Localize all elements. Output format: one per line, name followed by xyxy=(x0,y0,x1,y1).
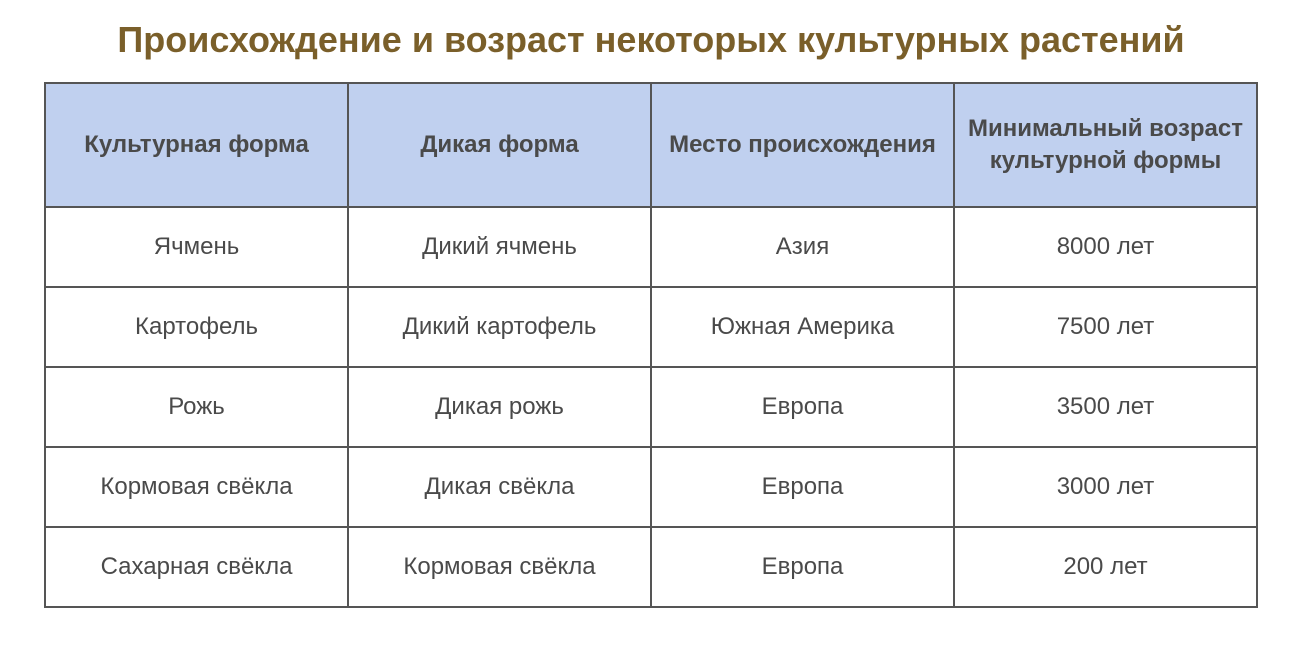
table-row xyxy=(45,447,1257,527)
cell-cultivated-form: Картофель xyxy=(45,287,348,367)
table-body xyxy=(45,207,1257,607)
cell-minimum-age: 200 лет xyxy=(954,527,1257,607)
header-wild-form: Дикая форма xyxy=(348,83,651,207)
header-origin-place: Место происхождения xyxy=(651,83,954,207)
cell-wild-form: Дикий ячмень xyxy=(348,207,651,287)
page-title: Происхождение и возраст некоторых культурных растений xyxy=(117,19,1185,60)
cell-origin-place: Азия xyxy=(651,207,954,287)
cell-minimum-age: 3500 лет xyxy=(954,367,1257,447)
table-row xyxy=(45,287,1257,367)
cell-minimum-age: 8000 лет xyxy=(954,207,1257,287)
plants-table xyxy=(44,82,1258,608)
cell-minimum-age: 3000 лет xyxy=(954,447,1257,527)
header-cultivated-form: Культурная форма xyxy=(45,83,348,207)
cell-cultivated-form: Рожь xyxy=(45,367,348,447)
header-minimum-age: Минимальный возраст культурной формы xyxy=(954,83,1257,207)
cell-cultivated-form: Кормовая свёкла xyxy=(45,447,348,527)
cell-wild-form: Кормовая свёкла xyxy=(348,527,651,607)
cell-wild-form: Дикий картофель xyxy=(348,287,651,367)
cell-origin-place: Европа xyxy=(651,447,954,527)
cell-origin-place: Европа xyxy=(651,527,954,607)
cell-origin-place: Южная Америка xyxy=(651,287,954,367)
table-row xyxy=(45,527,1257,607)
table-header xyxy=(45,83,1257,207)
table-row xyxy=(45,207,1257,287)
cell-wild-form: Дикая свёкла xyxy=(348,447,651,527)
cell-cultivated-form: Ячмень xyxy=(45,207,348,287)
cell-wild-form: Дикая рожь xyxy=(348,367,651,447)
cell-cultivated-form: Сахарная свёкла xyxy=(45,527,348,607)
table-row xyxy=(45,367,1257,447)
cell-origin-place: Европа xyxy=(651,367,954,447)
header-row xyxy=(45,83,1257,207)
cell-minimum-age: 7500 лет xyxy=(954,287,1257,367)
